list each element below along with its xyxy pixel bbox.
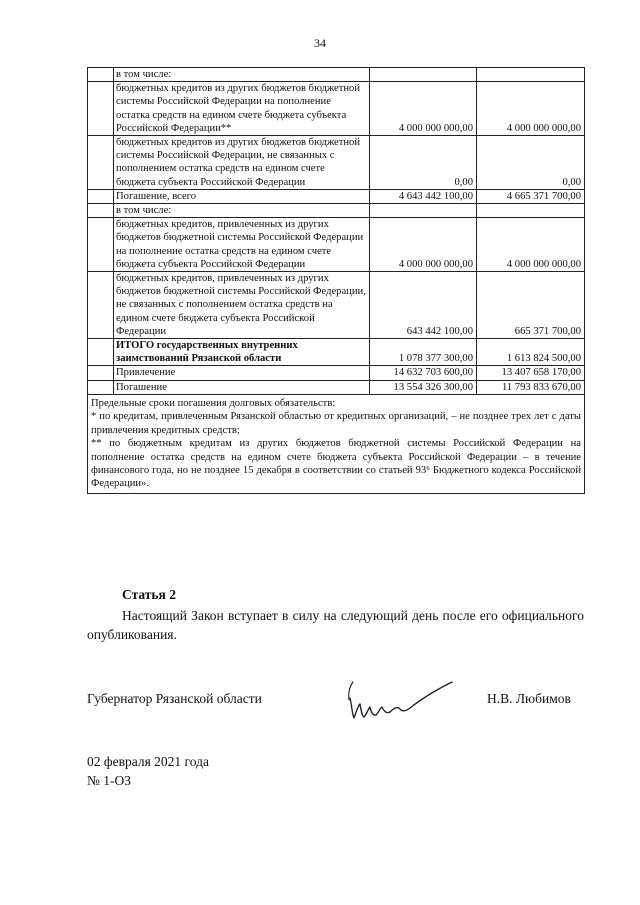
row-label: в том числе: xyxy=(114,68,370,82)
signing-date: 02 февраля 2021 года xyxy=(87,754,209,769)
table-row xyxy=(88,366,585,380)
row-label: ИТОГО государственных внутренних заимствований Рязанской области xyxy=(114,339,370,366)
row-label: бюджетных кредитов из других бюджетов бюджетной системы Российской Федерации, не связанных с пополнением остатка средств на едином счете бюджета субъекта Российской Федерации xyxy=(114,136,370,190)
value-year-2 xyxy=(477,68,585,82)
value-year-2: 13 407 658 170,00 xyxy=(477,366,585,380)
article-heading: Статья 2 xyxy=(122,587,176,602)
value-year-1: 13 554 326 300,00 xyxy=(370,380,477,394)
table-row xyxy=(88,136,585,190)
table-row xyxy=(88,272,585,339)
value-year-1: 1 078 377 300,00 xyxy=(370,339,477,366)
article-text: Настоящий Закон вступает в силу на следующий день после его официального опубликования. xyxy=(87,608,584,642)
footnotes xyxy=(88,394,585,493)
signer-name: Н.В. Любимов xyxy=(487,691,571,706)
value-year-2: 4 000 000 000,00 xyxy=(477,82,585,136)
row-label: бюджетных кредитов, привлеченных из других бюджетов бюджетной системы Российской Федерации, не связанных с пополнением остатка средств на едином счете бюджета субъекта Российской Федерации xyxy=(114,272,370,339)
value-year-2: 4 000 000 000,00 xyxy=(477,218,585,272)
table-row xyxy=(88,68,585,82)
table-row xyxy=(88,339,585,366)
table-row xyxy=(88,218,585,272)
signing-info xyxy=(87,752,209,790)
footnote-1: * по кредитам, привлеченным Рязанской областью от кредитных организаций, – не позднее трех лет с даты привлечения кредитных средств; xyxy=(91,411,581,436)
table-notes-row xyxy=(88,394,585,493)
page-number: 34 xyxy=(314,36,326,50)
value-year-1 xyxy=(370,68,477,82)
value-year-1: 14 632 703 600,00 xyxy=(370,366,477,380)
value-year-2: 4 665 371 700,00 xyxy=(477,189,585,203)
value-year-1: 4 000 000 000,00 xyxy=(370,218,477,272)
value-year-1: 4 000 000 000,00 xyxy=(370,82,477,136)
table-row xyxy=(88,82,585,136)
value-year-1: 4 643 442 100,00 xyxy=(370,189,477,203)
signer-title: Губернатор Рязанской области xyxy=(87,691,262,706)
value-year-2: 665 371 700,00 xyxy=(477,272,585,339)
value-year-2 xyxy=(477,204,585,218)
table-row xyxy=(88,204,585,218)
table-row xyxy=(88,380,585,394)
row-label: Привлечение xyxy=(114,366,370,380)
law-number: № 1-ОЗ xyxy=(87,773,132,788)
value-year-2: 11 793 833 670,00 xyxy=(477,380,585,394)
footnotes-title: Предельные сроки погашения долговых обязательств: xyxy=(91,397,336,409)
row-label: бюджетных кредитов из других бюджетов бюджетной системы Российской Федерации на пополнение остатка средств на едином счете бюджета субъекта Российской Федерации** xyxy=(114,82,370,136)
value-year-2: 1 613 824 500,00 xyxy=(477,339,585,366)
value-year-2: 0,00 xyxy=(477,136,585,190)
value-year-1: 643 442 100,00 xyxy=(370,272,477,339)
row-label: бюджетных кредитов, привлеченных из других бюджетов бюджетной системы Российской Федерации на пополнение остатка средств на едином счете бюджета субъекта Российской Федерации xyxy=(114,218,370,272)
footnote-2: ** по бюджетным кредитам из других бюджетов бюджетной системы Российской Федерации на пополнение остатка средств на едином счете бюджета субъекта Российской Федерации – в течение финансового года, но не позднее 15 декабря в соответствии со статьей 93⁶ Бюджетного кодекса Российской Федерации». xyxy=(91,438,581,490)
table-row xyxy=(88,189,585,203)
value-year-1 xyxy=(370,204,477,218)
row-label: в том числе: xyxy=(114,204,370,218)
row-label: Погашение, всего xyxy=(114,189,370,203)
row-label: Погашение xyxy=(114,380,370,394)
borrowings-table xyxy=(87,67,585,494)
value-year-1: 0,00 xyxy=(370,136,477,190)
signature-image xyxy=(344,676,464,726)
